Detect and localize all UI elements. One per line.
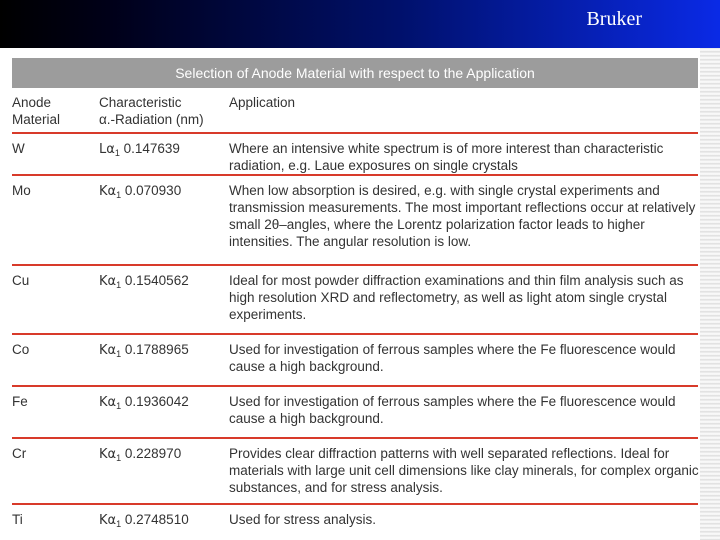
- table-row-w: [12, 134, 698, 174]
- cell-application: Provides clear diffraction patterns with well separated reflections. Ideal for materials with large unit cell dimensions like clay minerals, for complex organic substances, and for stress analysis.: [229, 446, 699, 495]
- cell-material: Co: [12, 342, 30, 357]
- cell-application: Used for investigation of ferrous samples where the Fe fluorescence would cause a high background.: [229, 342, 676, 374]
- table-row-mo: [12, 176, 698, 264]
- table-row-cu: [12, 266, 698, 333]
- cell-radiation: $K\alpha_1$ 0.070930: [99, 183, 182, 200]
- cell-application: Used for stress analysis.: [229, 512, 377, 527]
- cell-material: Cu: [12, 273, 30, 288]
- header-radiation: Characteristic α.-Radiation (nm): [99, 95, 204, 127]
- cell-material: Cr: [12, 446, 27, 461]
- table-header: [12, 88, 698, 132]
- table-row-ti: [12, 505, 698, 535]
- anode-table: [12, 58, 698, 535]
- cell-application: Where an intensive white spectrum is of more interest than characteristic radiation, e.g. Laue exposures on single crystals: [229, 141, 664, 173]
- cell-radiation: $K\alpha_1$ 0.228970: [99, 446, 182, 463]
- cell-material: Ti: [12, 512, 23, 527]
- cell-application: Used for investigation of ferrous samples where the Fe fluorescence would cause a high background.: [229, 394, 676, 426]
- table-row-cr: [12, 439, 698, 503]
- cell-material: Mo: [12, 183, 31, 198]
- cell-radiation: $L\alpha_1$ 0.147639: [99, 141, 180, 158]
- cell-material: W: [12, 141, 25, 156]
- edge-strip: [700, 48, 720, 540]
- header-application: Application: [229, 95, 296, 110]
- header-material: Anode Material: [12, 95, 61, 127]
- title-banner: [0, 0, 720, 48]
- cell-material: Fe: [12, 394, 28, 409]
- brand-label: Bruker: [586, 8, 642, 30]
- cell-radiation: $K\alpha_1$ 0.1936042: [99, 394, 189, 411]
- cell-radiation: $K\alpha_1$ 0.1540562: [99, 273, 189, 290]
- cell-radiation: $K\alpha_1$ 0.1788965: [99, 342, 189, 359]
- cell-application: Ideal for most powder diffraction examinations and thin film analysis such as high resolution XRD and reflectometry, as well as light atom single crystal experiments.: [229, 273, 684, 322]
- table-row-co: [12, 335, 698, 385]
- table-row-fe: [12, 387, 698, 437]
- cell-radiation: $K\alpha_1$ 0.2748510: [99, 512, 189, 529]
- cell-application: When low absorption is desired, e.g. with single crystal experiments and transmission measurements. The most important reflections occur at relatively small 2θ–angles, where the Lorentz polarization factor leads to higher intensities. The angular resolution is low.: [229, 183, 696, 249]
- table-title: Selection of Anode Material with respect to the Application: [12, 58, 698, 88]
